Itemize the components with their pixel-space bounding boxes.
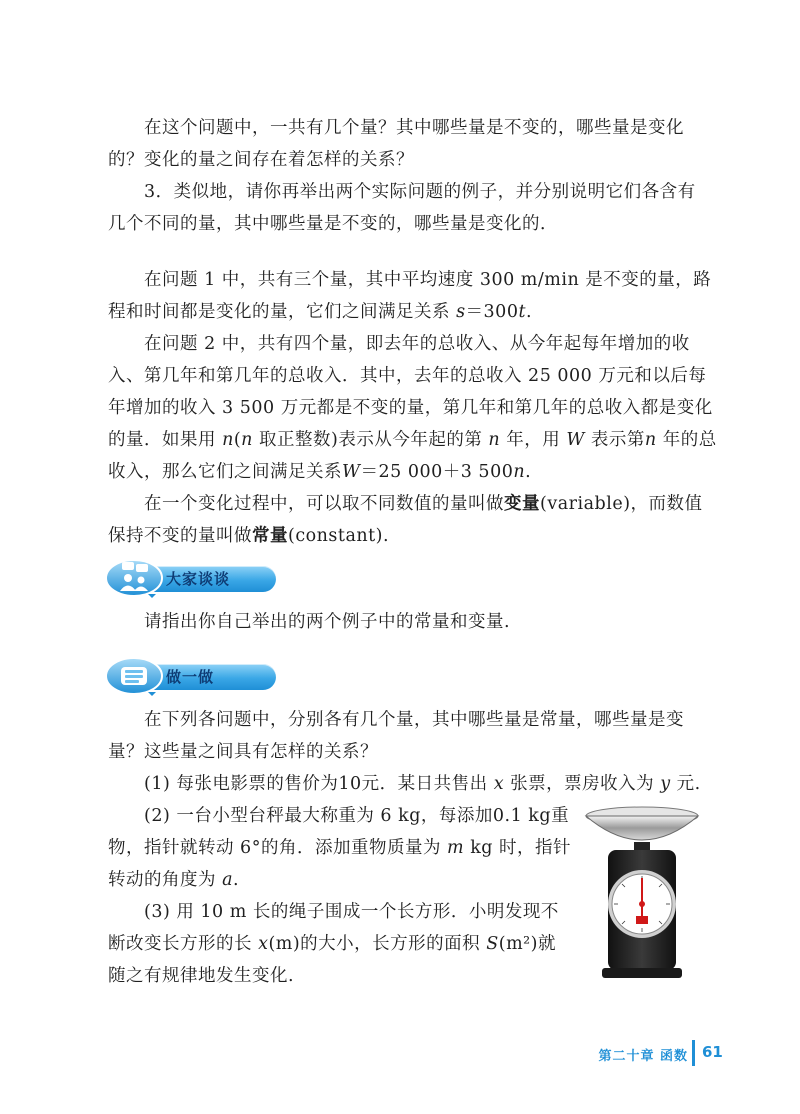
text-line: 3．类似地，请你再举出两个实际问题的例子，并分别说明它们各含有: [144, 182, 696, 202]
text-line: 年增加的收入 3 500 万元都是不变的量，第几年和第几年的总收入都是变化: [108, 398, 713, 418]
discuss-paragraph: [108, 606, 698, 638]
explanation-paragraph: [108, 264, 717, 552]
footer-divider: [692, 1040, 695, 1066]
text-line: 收入，那么它们之间满足关系W＝25 000＋3 500n.: [108, 462, 532, 482]
doit-intro: [108, 704, 701, 800]
people-talking-icon: [104, 558, 168, 598]
kitchen-scale-image: [580, 804, 704, 984]
text-line: 转动的角度为 a.: [108, 870, 240, 890]
text-line: 量？这些量之间具有怎样的关系？: [108, 742, 378, 762]
text-line: 程和时间都是变化的量，它们之间满足关系 s＝300t.: [108, 302, 533, 322]
hand-icon: [104, 656, 168, 696]
text-line: 入、第几年和第几年的总收入．其中，去年的总收入 25 000 万元和以后每: [108, 366, 707, 386]
doit-banner: [104, 656, 280, 696]
question-1: (1) 每张电影票的售价为10元．某日共售出 x 张票，票房收入为 y 元.: [144, 774, 701, 794]
term-variable: 变量: [504, 494, 540, 514]
question-3: (3) 用 10 m 长的绳子围成一个长方形．小明发现不: [144, 902, 559, 922]
text-line: 断改变长方形的长 x(m)的大小，长方形的面积 S(m²)就: [108, 934, 557, 954]
questions-2-3: [108, 800, 572, 992]
text-line: 物，指针就转动 6°的角．添加重物质量为 m kg 时，指针: [108, 838, 572, 858]
question-2: (2) 一台小型台秤最大称重为 6 kg，每添加0.1 kg重: [144, 806, 570, 826]
term-constant: 常量: [252, 526, 288, 546]
question-paragraph: [108, 112, 698, 240]
definition-line: 在一个变化过程中，可以取不同数值的量叫做变量(variable)，而数值: [144, 494, 703, 514]
discuss-title: 大家谈谈: [166, 570, 231, 588]
text-line: 几个不同的量，其中哪些量是不变的，哪些量是变化的．: [108, 214, 558, 234]
text-line: 在下列各问题中，分别各有几个量，其中哪些量是常量，哪些量是变: [144, 710, 684, 730]
chapter-label: 第二十章 函数: [598, 1049, 688, 1064]
text-line: 在问题 2 中，共有四个量，即去年的总收入、从今年起每年增加的收: [144, 334, 690, 354]
definition-line: 保持不变的量叫做常量(constant).: [108, 526, 390, 546]
text-line: 的量．如果用 n(n 取正整数)表示从今年起的第 n 年，用 W 表示第n 年的总: [108, 430, 717, 450]
text-line: 随之有规律地发生变化.: [108, 966, 295, 986]
text-line: 请指出你自己举出的两个例子中的常量和变量.: [144, 612, 511, 632]
text-line: 的？变化的量之间存在着怎样的关系？: [108, 150, 414, 170]
page-number: 61: [702, 1043, 723, 1061]
discuss-banner: [104, 558, 280, 598]
text-line: 在问题 1 中，共有三个量，其中平均速度 300 m/min 是不变的量，路: [144, 270, 712, 290]
text-line: 在这个问题中，一共有几个量？其中哪些量是不变的，哪些量是变化: [144, 118, 684, 138]
doit-title: 做一做: [166, 668, 215, 686]
